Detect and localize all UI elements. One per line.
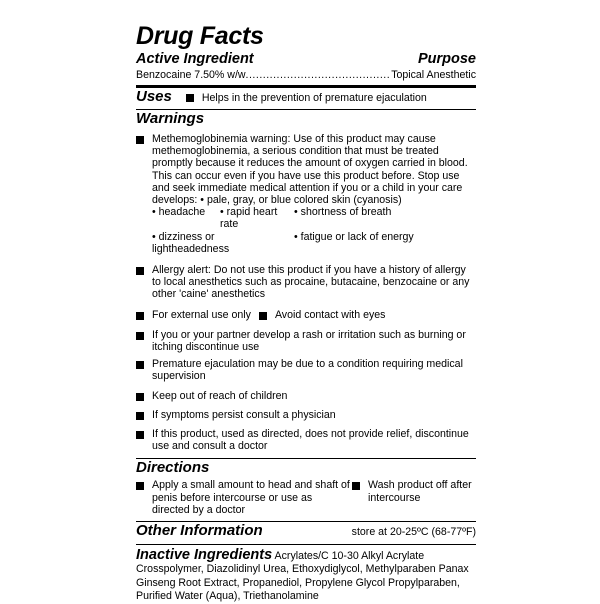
dot-leader [246, 68, 392, 82]
warning-premature [136, 358, 476, 382]
bullet-square-icon [136, 312, 144, 320]
inactive-ingredients-section [136, 549, 476, 604]
bullet-square-icon [352, 482, 360, 490]
warning-methemoglobinemia [136, 133, 476, 255]
external-use-text: For external use only [152, 308, 251, 321]
symptom-item: • headache [152, 206, 206, 219]
warnings-heading: Warnings [136, 110, 205, 127]
active-ingredient-name: Benzocaine 7.50% w/w [136, 69, 246, 81]
bullet-square-icon [136, 332, 144, 340]
symptom-item: • fatigue or lack of energy [294, 230, 414, 243]
symptom-item: • rapid heart rate [220, 206, 278, 231]
uses-section [136, 88, 476, 106]
avoid-eyes-text: Avoid contact with eyes [274, 308, 386, 321]
other-information-section [136, 522, 476, 540]
inactive-ingredients-heading: Inactive Ingredients [136, 547, 273, 564]
warning-external [136, 309, 476, 321]
allergy-text: Allergy alert: Do not use this product if you have a history of allergy to local anesthetics such as procaine, butacaine, benzocaine or any other 'caine' anesthetics [152, 264, 470, 301]
inactive-ingredients-text: Acrylates/C 10-30 Alkyl Acrylate Crosspolymer, Diazolidinyl Urea, Ethoxydiglycol, Methylparaben Panax Ginseng Root Extract, Propanediol, Propylene Glycol Propylparaben, Purified Water (Aqua), Triethanolamine [136, 550, 469, 603]
not-relief-text: If this product, used as directed, does not provide relief, discontinue use and consult a doctor [152, 428, 469, 453]
bullet-square-icon [136, 431, 144, 439]
storage-text: store at 20-25ºC (68-77ºF) [351, 526, 476, 539]
directions-row [136, 479, 476, 516]
warning-rash [136, 329, 476, 353]
children-text: Keep out of reach of children [152, 389, 288, 402]
active-ingredient-header [136, 51, 476, 68]
symptom-list [152, 206, 476, 230]
directions-apply [136, 479, 352, 516]
drug-facts-panel [136, 22, 476, 604]
drug-facts-title: Drug Facts [136, 22, 264, 50]
bullet-square-icon [136, 412, 144, 420]
directions-wash [352, 479, 476, 516]
purpose-heading: Purpose [417, 51, 476, 67]
persist-text: If symptoms persist consult a physician [152, 408, 336, 421]
warning-persist [136, 409, 476, 421]
uses-text-row [186, 92, 427, 104]
section-divider [136, 544, 476, 545]
warning-children [136, 390, 476, 402]
rash-text: If you or your partner develop a rash or irritation such as burning or itching discontinue use [152, 328, 466, 354]
bullet-square-icon [186, 94, 194, 102]
uses-text: Helps in the prevention of premature ejaculation [201, 92, 427, 104]
bullet-square-icon [136, 361, 144, 369]
apply-text: Apply a small amount to head and shaft of penis before intercourse or use as directed by a doctor [152, 479, 350, 516]
active-ingredient-purpose: Topical Anesthetic [391, 69, 476, 81]
bullet-square-icon [136, 136, 144, 144]
warning-not-relief [136, 428, 476, 452]
bullet-square-icon [259, 312, 267, 320]
bullet-square-icon [136, 267, 144, 275]
uses-heading: Uses [136, 88, 172, 105]
methemoglobinemia-text: Methemoglobinemia warning: Use of this product may cause methemoglobinemia, a serious condition that must be treated promptly because it reduces the amount of oxygen carried in blood. This can occur even if you have use this product before. Stop use and seek immediate medical attention if you or a child in your care develops: • pale, gray, or blue colored skin (cyanosis) [152, 133, 468, 207]
premature-text: Premature ejaculation may be due to a condition requiring medical supervision [152, 358, 463, 383]
wash-text: Wash product off after intercourse [368, 479, 472, 504]
directions-heading: Directions [136, 459, 210, 477]
active-ingredient-row [136, 68, 476, 82]
other-information-heading: Other Information [136, 522, 263, 540]
symptom-list [152, 231, 476, 255]
active-ingredient-heading: Active Ingredient [136, 51, 254, 67]
warning-allergy [136, 264, 476, 301]
symptom-item: • shortness of breath [294, 206, 392, 219]
bullet-square-icon [136, 482, 144, 490]
symptom-item: • dizziness or lightheadedness [152, 230, 230, 255]
bullet-square-icon [136, 393, 144, 401]
